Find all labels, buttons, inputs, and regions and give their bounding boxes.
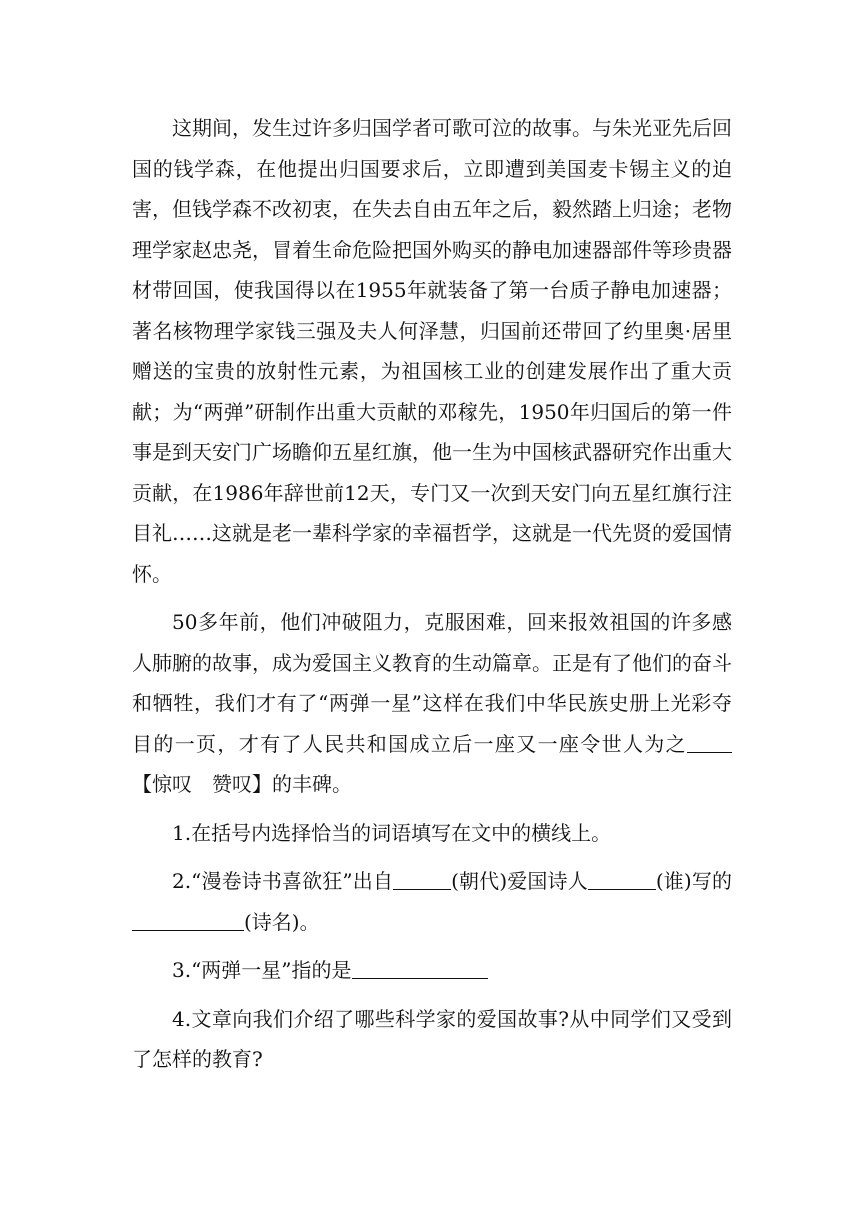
answer-blank-dynasty[interactable] [393, 869, 451, 890]
answer-blank-word-choice[interactable] [687, 732, 732, 753]
question-text: (朝代)爱国诗人 [451, 869, 588, 893]
question-text: (谁)写的 [655, 869, 733, 893]
answer-blank-poem-title[interactable] [132, 910, 244, 931]
passage-text: 50多年前，他们冲破阻力，克服困难，回来报效祖国的许多感人肺腑的故事，成为爱国主义教育的生动篇章。正是有了他们的奋斗和牺牲，我们才有了“两弹一星”这样在我们中华民族史册上光彩夺目的一页，才有了人民共和国成立后一座又一座令世人为之 [132, 610, 732, 756]
question-text: 1.在括号内选择恰当的词语填写在文中的横线上。 [172, 820, 612, 845]
answer-blank-two-bombs-one-satellite[interactable] [352, 958, 488, 979]
passage-paragraph-2 [132, 602, 732, 805]
answer-blank-poet[interactable] [588, 869, 656, 890]
question-3 [132, 950, 732, 991]
passage-text: 这期间，发生过许多归国学者可歌可泣的故事。与朱光亚先后回国的钱学森，在他提出归国要求后，立即遭到美国麦卡锡主义的迫害，但钱学森不改初衷，在失去自由五年之后，毅然踏上归途；老物理学家赵忠尧，冒着生命危险把国外购买的静电加速器部件等珍贵器材带回国，使我国得以在1955年就装备了第一台质子静电加速器；著名核物理学家钱三强及夫人何泽慧，归国前还带回了约里奥·居里赠送的宝贵的放射性元素，为祖国核工业的创建发展作出了重大贡献；为“两弹”研制作出重大贡献的邓稼先，1950年归国后的第一件事是到天安门广场瞻仰五星红旗，他一生为中国核武器研究作出重大贡献，在1986年辞世前12天，专门又一次到天安门向五星红旗行注目礼……这就是老一辈科学家的幸福哲学，这就是一代先贤的爱国情怀。 [132, 116, 732, 586]
question-text: (诗名)。 [244, 909, 320, 934]
question-1 [132, 813, 732, 854]
passage-paragraph-1 [132, 108, 732, 594]
question-text: 3.“两弹一星”指的是 [172, 958, 352, 982]
question-2 [132, 861, 732, 942]
document-body [132, 108, 732, 1088]
question-text: 2.“漫卷诗书喜欲狂”出自 [172, 869, 394, 893]
question-4 [132, 999, 732, 1080]
passage-text: 【惊叹 赞叹】的丰碑。 [132, 772, 352, 796]
question-text: 4.文章向我们介绍了哪些科学家的爱国故事?从中同学们又受到了怎样的教育? [132, 1006, 732, 1071]
